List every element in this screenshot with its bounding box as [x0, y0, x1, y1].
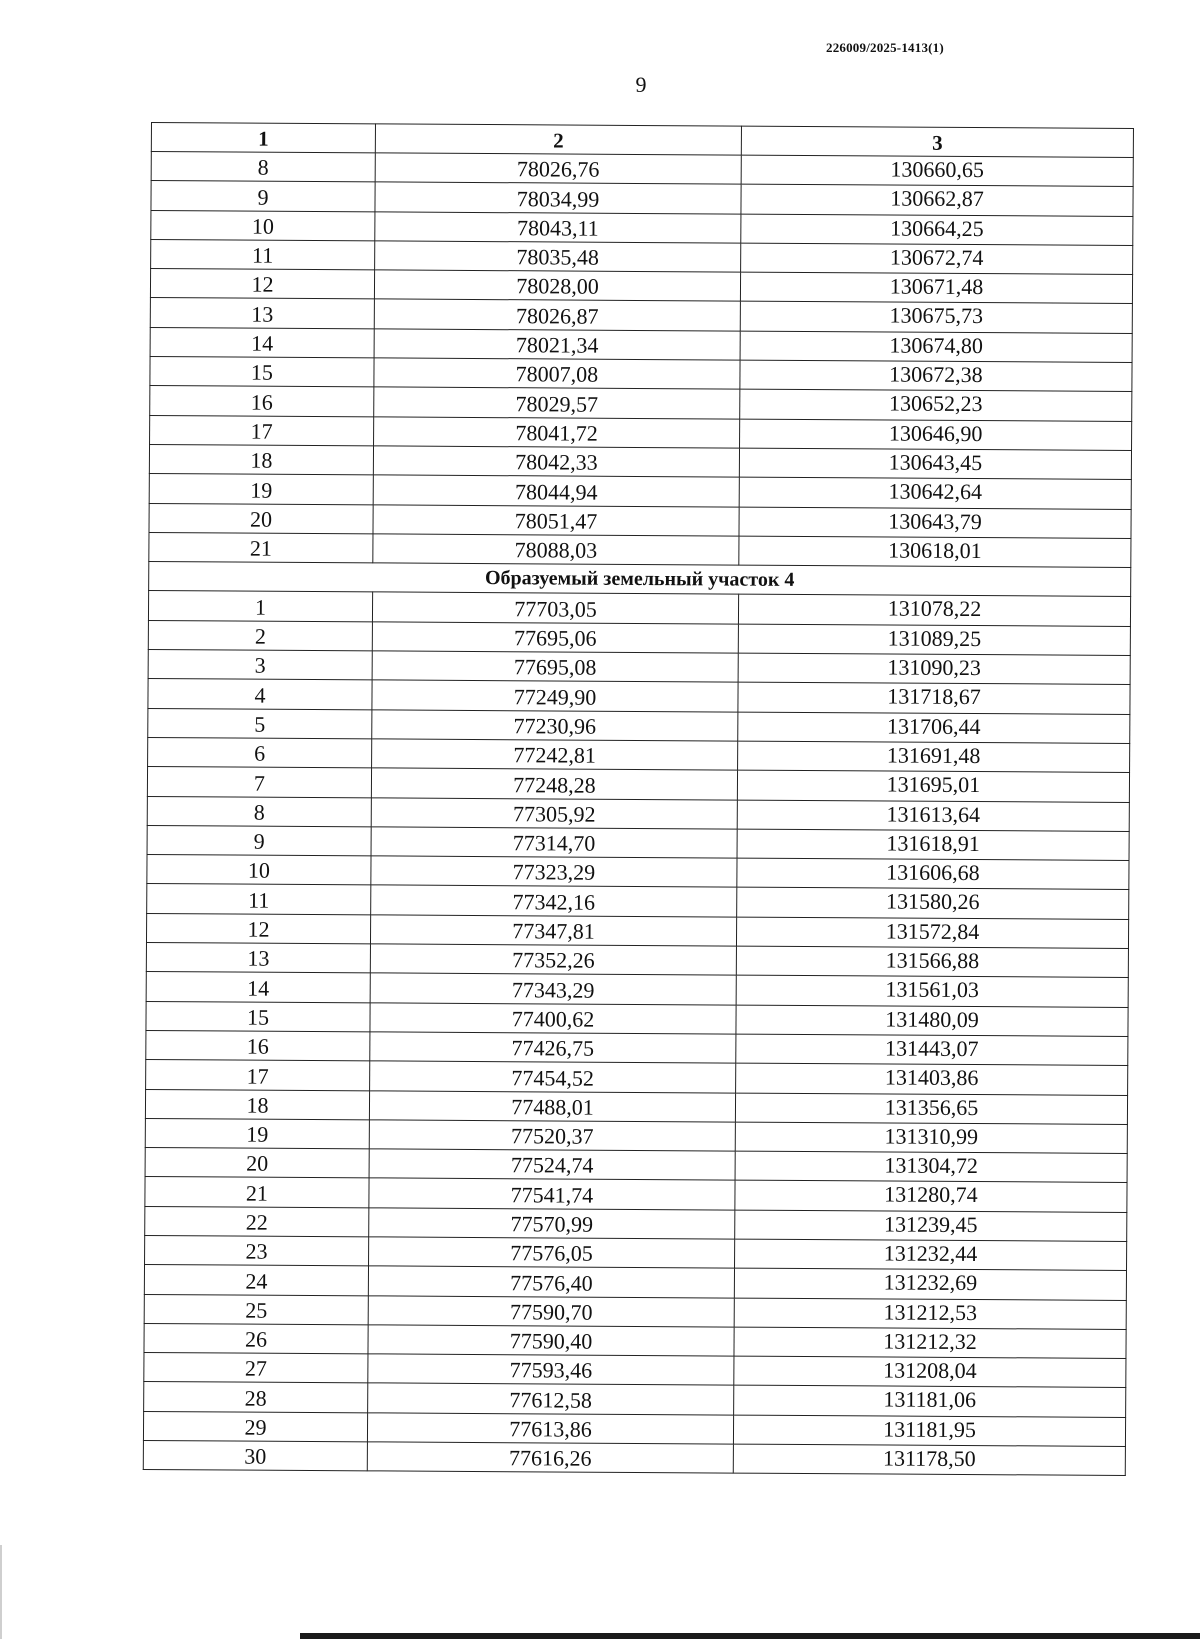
y-coordinate-cell: 130662,87: [741, 184, 1133, 216]
y-coordinate-cell: 131232,44: [735, 1239, 1127, 1271]
x-coordinate-cell: 77576,40: [368, 1266, 734, 1298]
x-coordinate-cell: 77305,92: [371, 797, 737, 829]
x-coordinate-cell: 77314,70: [371, 827, 737, 859]
x-coordinate-cell: 77242,81: [372, 739, 738, 771]
point-number-cell: 22: [145, 1206, 369, 1237]
x-coordinate-cell: 77695,06: [372, 622, 738, 654]
point-number-cell: 19: [145, 1118, 369, 1149]
point-number-cell: 8: [147, 796, 371, 827]
y-coordinate-cell: 130674,80: [740, 331, 1132, 363]
y-coordinate-cell: 131089,25: [738, 624, 1130, 656]
x-coordinate-cell: 78028,00: [374, 270, 740, 302]
y-coordinate-cell: 131280,74: [735, 1180, 1127, 1212]
scan-left-edge: [0, 1545, 2, 1639]
y-coordinate-cell: 130675,73: [740, 302, 1132, 334]
point-number-cell: 12: [146, 913, 370, 944]
y-coordinate-cell: 131178,50: [733, 1444, 1125, 1476]
point-number-cell: 21: [149, 532, 373, 563]
point-number-cell: 14: [146, 972, 370, 1003]
y-coordinate-cell: 130671,48: [740, 272, 1132, 304]
y-coordinate-cell: 130664,25: [741, 214, 1133, 246]
y-coordinate-cell: 130646,90: [740, 419, 1132, 451]
x-coordinate-cell: 77426,75: [370, 1032, 736, 1064]
x-coordinate-cell: 77541,74: [369, 1178, 735, 1210]
x-coordinate-cell: 78029,57: [374, 387, 740, 419]
x-coordinate-cell: 78088,03: [373, 534, 739, 566]
y-coordinate-cell: 131310,99: [735, 1122, 1127, 1154]
x-coordinate-cell: 78007,08: [374, 358, 740, 390]
x-coordinate-cell: 77323,29: [371, 856, 737, 888]
x-coordinate-cell: 77352,26: [370, 944, 736, 976]
point-number-cell: 25: [144, 1294, 368, 1325]
point-number-cell: 23: [145, 1235, 369, 1266]
y-coordinate-cell: 131090,23: [738, 653, 1130, 685]
x-coordinate-cell: 78044,94: [373, 475, 739, 507]
y-coordinate-cell: 131443,07: [736, 1034, 1128, 1066]
y-coordinate-cell: 131580,26: [737, 888, 1129, 920]
y-coordinate-cell: 131208,04: [734, 1356, 1126, 1388]
x-coordinate-cell: 77454,52: [370, 1061, 736, 1093]
y-coordinate-cell: 130643,45: [739, 448, 1131, 480]
point-number-cell: 17: [150, 415, 374, 446]
point-number-cell: 1: [148, 591, 372, 622]
point-number-cell: 11: [151, 239, 375, 270]
point-number-cell: 30: [143, 1441, 367, 1472]
x-coordinate-cell: 77616,26: [367, 1442, 733, 1474]
point-number-cell: 4: [148, 679, 372, 710]
y-coordinate-cell: 131613,64: [737, 800, 1129, 832]
section-title: Образуемый земельный участок 4: [149, 562, 1131, 597]
x-coordinate-cell: 77400,62: [370, 1002, 736, 1034]
point-number-cell: 19: [149, 474, 373, 505]
y-coordinate-cell: 131078,22: [738, 595, 1130, 627]
point-number-cell: 10: [151, 210, 375, 241]
y-coordinate-cell: 131606,68: [737, 858, 1129, 890]
y-coordinate-cell: 131212,53: [734, 1298, 1126, 1330]
x-coordinate-cell: 77590,70: [368, 1295, 734, 1327]
point-number-cell: 17: [146, 1060, 370, 1091]
point-number-cell: 27: [144, 1353, 368, 1384]
x-coordinate-cell: 77488,01: [369, 1090, 735, 1122]
header-cell-x: 2: [375, 124, 741, 155]
x-coordinate-cell: 77248,28: [371, 768, 737, 800]
point-number-cell: 2: [148, 620, 372, 651]
point-number-cell: 8: [151, 152, 375, 183]
y-coordinate-cell: 131403,86: [736, 1063, 1128, 1095]
point-number-cell: 21: [145, 1177, 369, 1208]
x-coordinate-cell: 78042,33: [373, 446, 739, 478]
coordinates-table: [143, 122, 1134, 1476]
y-coordinate-cell: 131718,67: [738, 682, 1130, 714]
point-number-cell: 16: [146, 1030, 370, 1061]
y-coordinate-cell: 131691,48: [738, 741, 1130, 773]
x-coordinate-cell: 78026,76: [375, 153, 741, 185]
x-coordinate-cell: 77343,29: [370, 973, 736, 1005]
y-coordinate-cell: 130672,38: [740, 360, 1132, 392]
x-coordinate-cell: 78021,34: [374, 329, 740, 361]
point-number-cell: 20: [149, 503, 373, 534]
header-cell-point-number: 1: [151, 123, 375, 153]
x-coordinate-cell: 77590,40: [368, 1325, 734, 1357]
point-number-cell: 18: [145, 1089, 369, 1120]
point-number-cell: 29: [143, 1411, 367, 1442]
table-body-plot-4: [143, 591, 1130, 1476]
point-number-cell: 20: [145, 1148, 369, 1179]
x-coordinate-cell: 77576,05: [369, 1237, 735, 1269]
point-number-cell: 26: [144, 1323, 368, 1354]
x-coordinate-cell: 77347,81: [370, 915, 736, 947]
x-coordinate-cell: 78034,99: [375, 182, 741, 214]
point-number-cell: 28: [144, 1382, 368, 1413]
x-coordinate-cell: 78043,11: [375, 211, 741, 243]
y-coordinate-cell: 131356,65: [735, 1093, 1127, 1125]
point-number-cell: 11: [147, 884, 371, 915]
point-number-cell: 16: [150, 386, 374, 417]
x-coordinate-cell: 77593,46: [368, 1354, 734, 1386]
y-coordinate-cell: 130643,79: [739, 507, 1131, 539]
y-coordinate-cell: 131706,44: [738, 712, 1130, 744]
point-number-cell: 5: [148, 708, 372, 739]
point-number-cell: 24: [144, 1265, 368, 1296]
y-coordinate-cell: 131181,06: [734, 1386, 1126, 1418]
y-coordinate-cell: 131695,01: [737, 770, 1129, 802]
y-coordinate-cell: 131232,69: [734, 1268, 1126, 1300]
x-coordinate-cell: 77613,86: [367, 1413, 733, 1445]
x-coordinate-cell: 77570,99: [369, 1208, 735, 1240]
x-coordinate-cell: 77342,16: [371, 885, 737, 917]
point-number-cell: 6: [148, 737, 372, 768]
y-coordinate-cell: 131480,09: [736, 1005, 1128, 1037]
x-coordinate-cell: 77695,08: [372, 651, 738, 683]
x-coordinate-cell: 77230,96: [372, 710, 738, 742]
x-coordinate-cell: 78035,48: [375, 241, 741, 273]
y-coordinate-cell: 130642,64: [739, 477, 1131, 509]
x-coordinate-cell: 77703,05: [372, 592, 738, 624]
x-coordinate-cell: 77520,37: [369, 1120, 735, 1152]
point-number-cell: 12: [150, 269, 374, 300]
y-coordinate-cell: 131566,88: [736, 946, 1128, 978]
y-coordinate-cell: 131181,95: [733, 1415, 1125, 1447]
scan-bottom-edge: [300, 1633, 1200, 1639]
y-coordinate-cell: 130672,74: [741, 243, 1133, 275]
point-number-cell: 9: [151, 181, 375, 212]
y-coordinate-cell: 131618,91: [737, 829, 1129, 861]
point-number-cell: 7: [147, 767, 371, 798]
point-number-cell: 13: [150, 298, 374, 329]
x-coordinate-cell: 78041,72: [374, 417, 740, 449]
point-number-cell: 15: [150, 357, 374, 388]
y-coordinate-cell: 131561,03: [736, 975, 1128, 1007]
x-coordinate-cell: 77612,58: [368, 1383, 734, 1415]
y-coordinate-cell: 130652,23: [740, 389, 1132, 421]
point-number-cell: 15: [146, 1001, 370, 1032]
table-row: [143, 1441, 1125, 1476]
point-number-cell: 13: [146, 943, 370, 974]
point-number-cell: 14: [150, 327, 374, 358]
x-coordinate-cell: 77249,90: [372, 680, 738, 712]
point-number-cell: 3: [148, 650, 372, 681]
x-coordinate-cell: 78051,47: [373, 504, 739, 536]
y-coordinate-cell: 131572,84: [736, 917, 1128, 949]
y-coordinate-cell: 131212,32: [734, 1327, 1126, 1359]
document-number: 226009/2025-1413(1): [826, 40, 944, 55]
page-number: 9: [635, 72, 647, 97]
point-number-cell: 10: [147, 855, 371, 886]
point-number-cell: 9: [147, 825, 371, 856]
y-coordinate-cell: 130660,65: [741, 155, 1133, 187]
y-coordinate-cell: 131304,72: [735, 1151, 1127, 1183]
x-coordinate-cell: 78026,87: [374, 299, 740, 331]
point-number-cell: 18: [149, 444, 373, 475]
header-cell-y: 3: [741, 126, 1133, 157]
x-coordinate-cell: 77524,74: [369, 1149, 735, 1181]
y-coordinate-cell: 130618,01: [739, 536, 1131, 568]
y-coordinate-cell: 131239,45: [735, 1210, 1127, 1242]
table-body-previous-plot: [149, 152, 1133, 568]
